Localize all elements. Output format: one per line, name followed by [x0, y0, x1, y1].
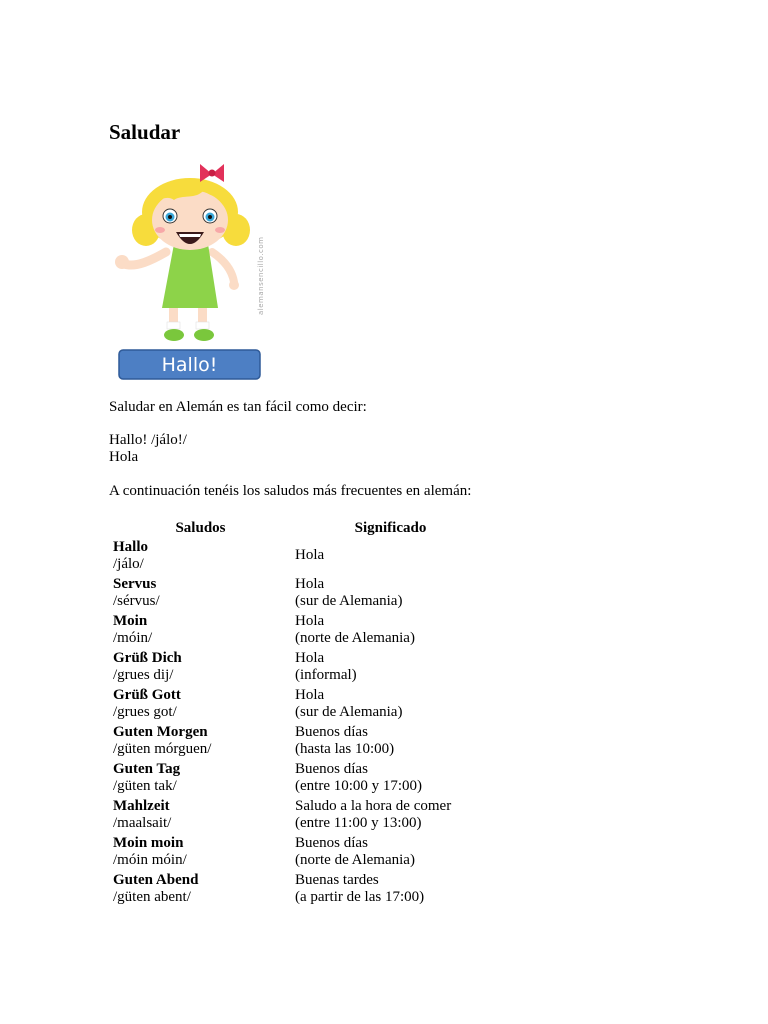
greeting-pronunciation: /maalsait/ [113, 814, 172, 831]
meaning-note: (norte de Alemania) [295, 629, 415, 646]
greeting-term: Moin moin [113, 835, 184, 851]
greeting-cell [109, 576, 292, 613]
meaning-text: Saludo a la hora de comer [295, 798, 452, 814]
greeting-cell [109, 687, 292, 724]
greeting-term: Grüß Gott [113, 687, 181, 703]
page-title: Saludar [109, 120, 181, 144]
table-row [109, 872, 489, 909]
greeting-cell [109, 724, 292, 761]
greeting-pronunciation: /grues got/ [113, 703, 177, 720]
girl-waving-illustration [112, 160, 270, 382]
meaning-cell [292, 613, 489, 650]
table-row [109, 798, 489, 835]
meaning-text: Hola [295, 547, 325, 564]
greeting-pronunciation: /güten abent/ [113, 888, 191, 905]
hallo-paragraph [109, 432, 187, 466]
greeting-pronunciation: /móin/ [113, 629, 153, 646]
greeting-pronunciation: /güten tak/ [113, 777, 177, 794]
greeting-term: Guten Tag [113, 761, 181, 777]
meaning-text: Hola [295, 650, 325, 666]
table-row [109, 613, 489, 650]
hallo-line: Hallo! /jálo!/ [109, 432, 187, 448]
greeting-cell [109, 835, 292, 872]
hallo-banner-text: Hallo! [161, 354, 218, 376]
meaning-cell [292, 835, 489, 872]
meaning-text: Hola [295, 687, 325, 703]
intro-paragraph: Saludar en Alemán es tan fácil como decir: [109, 399, 367, 415]
meaning-text: Buenas tardes [295, 872, 379, 888]
table-row [109, 724, 489, 761]
table-row [109, 650, 489, 687]
meaning-cell [292, 761, 489, 798]
greeting-cell [109, 872, 292, 909]
meaning-note: (a partir de las 17:00) [295, 888, 425, 905]
meaning-cell [292, 576, 489, 613]
meaning-note: (hasta las 10:00) [295, 740, 395, 757]
meaning-text: Buenos días [295, 835, 368, 851]
greeting-term: Hallo [113, 539, 149, 555]
greeting-term: Guten Morgen [113, 724, 208, 740]
greeting-pronunciation: /móin móin/ [113, 851, 187, 868]
greeting-cell [109, 613, 292, 650]
meaning-note: (sur de Alemania) [295, 703, 403, 720]
meaning-text: Hola [295, 576, 325, 592]
greetings-table [109, 517, 489, 909]
meaning-cell [292, 539, 489, 576]
meaning-note: (entre 10:00 y 17:00) [295, 777, 423, 794]
greeting-cell [109, 650, 292, 687]
greeting-term: Grüß Dich [113, 650, 182, 666]
header-significado: Significado [354, 520, 427, 536]
girl-illustration-svg [112, 160, 270, 382]
meaning-cell [292, 687, 489, 724]
meaning-cell [292, 650, 489, 687]
table-header-row [109, 517, 489, 539]
hola-line: Hola [109, 449, 139, 465]
table-row [109, 835, 489, 872]
meaning-cell [292, 724, 489, 761]
table-row [109, 576, 489, 613]
greeting-pronunciation: /sérvus/ [113, 592, 160, 609]
greeting-term: Guten Abend [113, 872, 199, 888]
header-saludos: Saludos [175, 520, 226, 536]
greeting-term: Mahlzeit [113, 798, 170, 814]
greeting-cell [109, 539, 292, 576]
meaning-note: (entre 11:00 y 13:00) [295, 814, 422, 831]
table-row [109, 761, 489, 798]
meaning-text: Buenos días [295, 724, 368, 740]
greeting-cell [109, 798, 292, 835]
greeting-term: Servus [113, 576, 157, 592]
table-row [109, 687, 489, 724]
table-row [109, 539, 489, 576]
meaning-cell [292, 798, 489, 835]
greeting-term: Moin [113, 613, 148, 629]
meaning-note: (sur de Alemania) [295, 592, 403, 609]
greeting-pronunciation: /güten mórguen/ [113, 740, 212, 757]
meaning-cell [292, 872, 489, 909]
watermark-text: alemansencillo.com [257, 236, 265, 315]
meaning-text: Hola [295, 613, 325, 629]
meaning-text: Buenos días [295, 761, 368, 777]
continuation-paragraph: A continuación tenéis los saludos más frecuentes en alemán: [109, 483, 472, 499]
greeting-cell [109, 761, 292, 798]
meaning-note: (informal) [295, 666, 357, 683]
greeting-pronunciation: /jálo/ [113, 555, 144, 572]
greeting-pronunciation: /grues dij/ [113, 666, 174, 683]
meaning-note: (norte de Alemania) [295, 851, 415, 868]
